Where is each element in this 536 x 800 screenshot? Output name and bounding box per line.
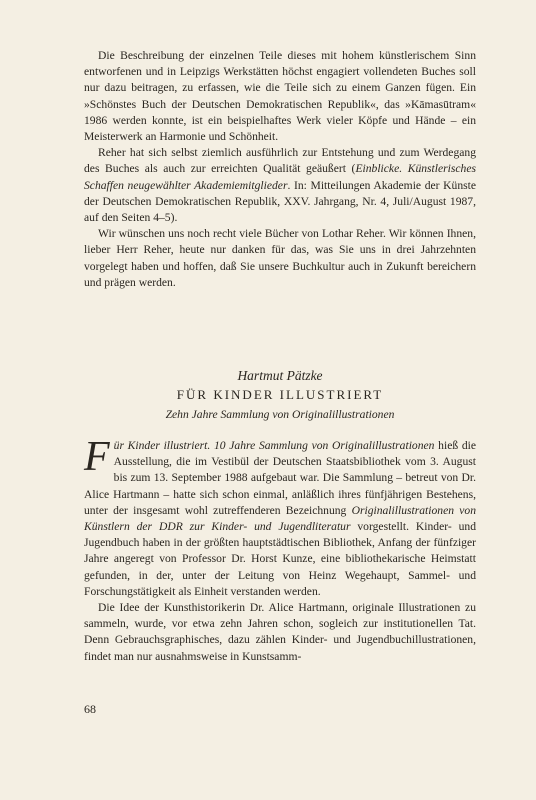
paragraph-2-italic: Einblicke. Künstlerisches Schaffen neugewählter Akademiemitglieder	[84, 162, 476, 192]
article-subtitle: Zehn Jahre Sammlung von Originalillustrationen	[165, 408, 395, 421]
article-title: FÜR KINDER ILLUSTRIERT	[176, 387, 384, 402]
page-number: 68	[84, 702, 96, 716]
paragraph-4-italic-1: ür Kinder illustriert. 10 Jahre Sammlung von Originalillustrationen	[113, 439, 435, 452]
upper-text-block	[84, 48, 476, 291]
paragraph-4	[84, 434, 477, 600]
paragraph-1: Die Beschreibung der einzelnen Teile dieses mit hohem künstlerischem Sinn entworfenen und in Leipzigs Werkstätten höchst engagiert vollendeten Buches soll nur dazu beitragen, zu erfassen, wie die Teile sich zu einem Ganzen fügen. Ein »Schönstes Buch der Deutschen Demokratischen Republik«, das »Kāmasūtram« 1986 werden konnte, ist ein beispielhaftes Werk vieler Köpfe und Hände – ein Meisterwerk an Harmonie und Schönheit.	[84, 49, 476, 144]
paragraph-2-text-a: Reher hat sich selbst ziemlich ausführlich zur Entstehung und zum Werdegang des Buches als auch zur erreichten Qualität geäußert (	[84, 146, 476, 176]
lower-text-block	[84, 434, 477, 665]
paragraph-5: Die Idee der Kunsthistorikerin Dr. Alice Hartmann, originale Illustrationen zu sammeln, wurde, vor etwa zehn Jahren schon, sogleich zur institutionellen Tat. Denn Gebrauchsgraphisches, dazu zählen Kinder- und Jugendbuchillustrationen, findet man nur ausnahmsweise in Kunstsamm-	[84, 601, 476, 663]
paragraph-4-text-b: vorgestellt. Kinder- und Jugendbuch haben in der größten hauptstädtischen Bibliothek, Anfang der fünfziger Jahre angeregt von Professor Dr. Horst Kunze, eine bibliothekarische Heimstatt gefunden, in der, unter der Leitung von Heinz Wegehaupt, Sammel- und Forschungstätigkeit als Einheit verstanden werden.	[84, 520, 476, 598]
paragraph-2	[84, 145, 476, 226]
paragraph-2-text-b: . In: Mitteilungen Akademie der Künste der Deutschen Demokratischen Republik, XXV. Jahrgang, Nr. 4, Juli/August 1987, auf den Seiten 4–5).	[84, 178, 476, 225]
drop-cap: F	[84, 434, 110, 480]
paragraph-3: Wir wünschen uns noch recht viele Bücher von Lothar Reher. Wir können Ihnen, lieber Herr Reher, heute nur danken für das, was Sie uns in drei Jahrzehnten vorgelegt haben und hoffen, daß Sie unsere Buchkultur auch in Zukunft bereichern und prägen werden.	[84, 227, 476, 289]
paragraph-4-italic-2: Originalillustrationen von Künstlern der DDR zur Kinder- und Jugendliteratur	[84, 503, 477, 534]
paragraph-4-text-a: hieß die Ausstellung, die im Vestibül der Deutschen Staatsbibliothek vom 3. August bis zum 13. September 1988 aufgebaut war. Die Sammlung – betreut von Dr. Alice Hartmann – hatte sich schon einmal, anläßlich ihres fünfjährigen Bestehens, unter der insgesamt wohl zutreffenderen Bezeichnung	[84, 439, 476, 517]
article-author: Hartmut Pätzke	[237, 368, 323, 383]
